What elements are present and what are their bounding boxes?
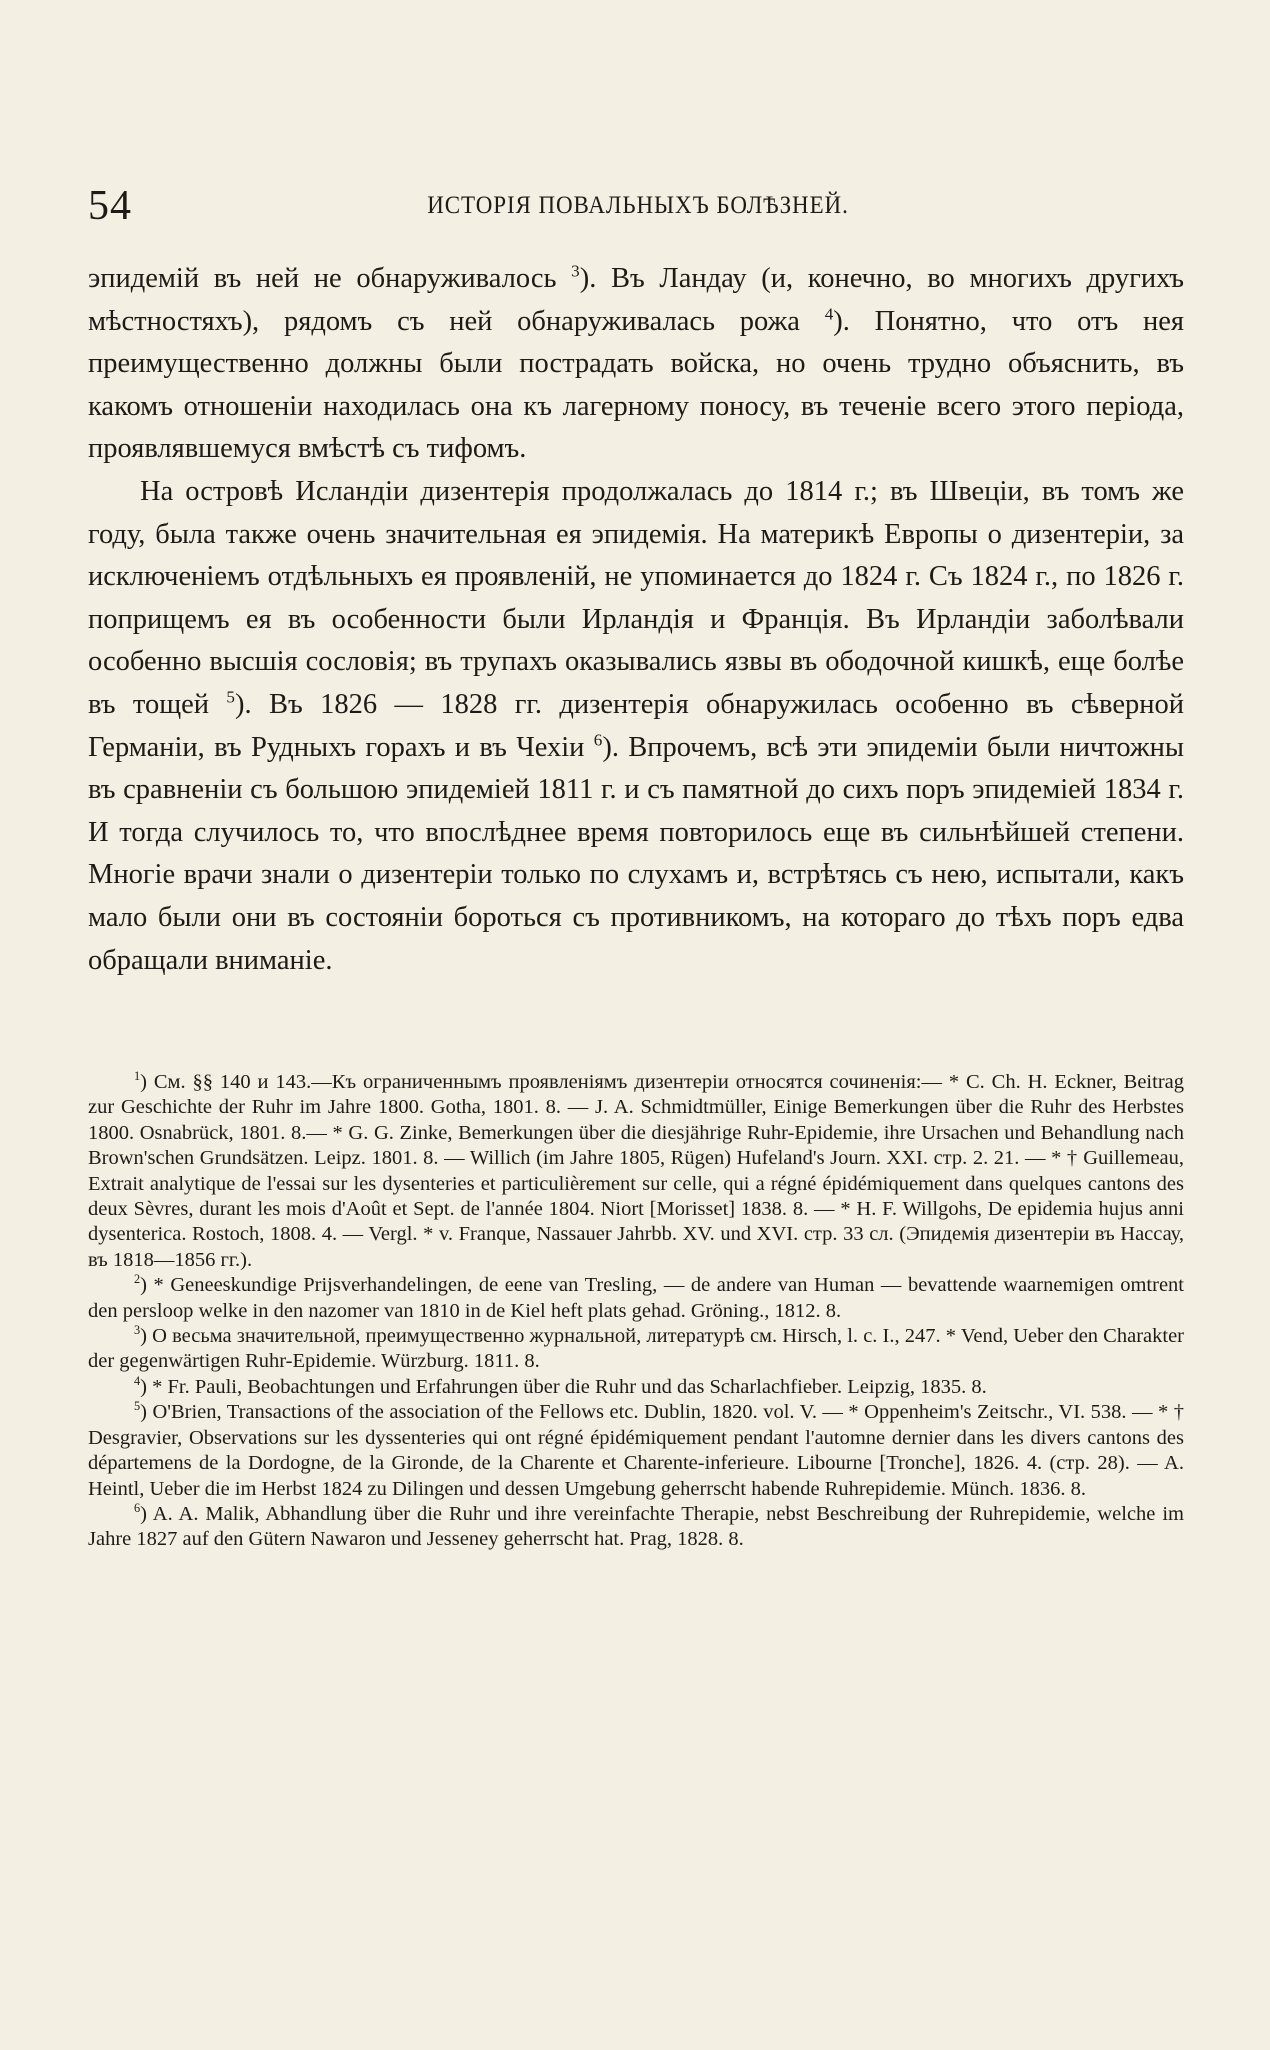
footnote <box>88 1070 1184 1273</box>
body-paragraph <box>88 258 1184 471</box>
page-header <box>88 178 1188 238</box>
footnote-text: * Geneeskundige Prijsverhandelingen, de eene van Tresling, — de andere van Human — bevattende waarnemigen omtrent den persloop welke in den nazomer van 1810 in de Kiel heft plats gehad. Gröning., 1812. 8. <box>88 1274 1184 1322</box>
body-text-run: ). Въ 1826 — 1828 гг. дизентерія обнаружилась особенно въ сѣверной Германіи, въ Рудныхъ горахъ и въ Чехіи <box>88 688 1184 763</box>
body-text-run: На островѣ Исландіи дизентерія продолжалась до 1814 г.; въ Швеціи, въ томъ же году, была также очень значительная ея эпидемія. На материкѣ Европы о дизентеріи, за исключеніемъ отдѣльныхъ ея проявленій, не упоминается до 1824 г. Съ 1824 г., по 1826 г. поприщемъ ея въ особенности были Ирландія и Франція. Въ Ирландіи заболѣвали особенно высшія сословія; въ трупахъ оказывались язвы въ ободочной кишкѣ, еще болѣе въ тощей <box>88 475 1184 720</box>
footnote-mark-paren: ) <box>140 1401 153 1424</box>
footnote-reference[interactable]: 5 <box>226 687 235 707</box>
footnote-text: A. A. Malik, Abhandlung über die Ruhr und ihre vereinfachte Therapie, nebst Beschreibung der Ruhrepidemie, welche im Jahre 1827 auf den Gütern Nawaron und Jesseney geherrscht hat. Prag, 1828. 8. <box>88 1502 1184 1551</box>
footnote-mark: 4 <box>134 1374 141 1389</box>
footnote-text: О весьма значительной, преимущественно журнальной, литературѣ см. Hirsch, l. c. I., 247. * Vend, Ueber den Charakter der gegenwärtigen Ruhr-Epidemie. Würzburg. 1811. 8. <box>88 1325 1185 1373</box>
footnote <box>88 1502 1184 1553</box>
footnote-text: См. §§ 140 и 143.—Къ ограниченнымъ проявленіямъ дизентеріи относятся сочиненія:— * C. Ch. H. Eckner, Beitrag zur Geschichte der Ruhr im Jahre 1800. Gotha, 1801. 8. — J. A. Schmidtmüller, Einige Bemerkungen über die Ruhr des Herbstes 1800. Osnabrück, 1801. 8.— * G. G. Zinke, Bemerkungen über die diesjährige Ruhr-Epidemie, ihre Ursachen und Behandlung nach Brown'schen Grundsätzen. Leipz. 1801. 8. — Willich (im Jahre 1805, Rügen) Hufeland's Journ. XXI. стр. 2. 21. — * † Guillemeau, Extrait analytique de l'essai sur les dysenteries et particulièrement sur celle, qui a régné épidémiquement dans quelques cantons des deux Sèvres, durant les mois d'Août et Sept. de l'année 1804. Niort [Morisset] 1838. 8. — * H. F. Willgohs, De epidemia hujus anni dysenterica. Rostoch, 1808. 4. — Vergl. * v. Franque, Nassauer Jahrbb. XV. und XVI. стр. 33 сл. (Эпидемія дизентеріи въ Нассау, въ 1818—1856 гг.). <box>88 1071 1185 1271</box>
footnote-mark: 1 <box>134 1069 141 1084</box>
footnote <box>88 1273 1184 1324</box>
footnote-mark: 5 <box>134 1399 141 1414</box>
main-text <box>88 258 1184 982</box>
footnote-mark-paren: ) <box>140 1071 154 1093</box>
body-text-run: эпидемій въ ней не обнаруживалось <box>88 263 572 294</box>
footnote-mark: 6 <box>134 1501 141 1516</box>
footnote-text: * Fr. Pauli, Beobachtungen und Erfahrungen über die Ruhr und das Scharlachfieber. Leipzig, 1835. 8. <box>152 1375 987 1398</box>
footnote-reference[interactable]: 4 <box>824 304 834 324</box>
footnote-text: O'Brien, Transactions of the association of the Fellows etc. Dublin, 1820. vol. V. — * Oppenheim's Zeitschr., VI. 538. — * † Desgravier, Observations sur les dyssenteries qui ont régné épidémiquement pendant l'automne dernier dans les divers cantons des départemens de la Dordogne, de la Gironde, de la Charente et Charente-inferieure. Libourne [Tronche], 1826. 4. (стр. 28). — A. Heintl, Ueber die im Herbst 1824 zu Dilingen und dessen Umgebung geherrscht habende Ruhrepidemie. Münch. 1836. 8. <box>88 1401 1184 1500</box>
body-text-run: ). Въ Ландау (и, конечно, во многихъ другихъ мѣстностяхъ), рядомъ съ ней обнаруживалась рожа <box>88 263 1184 337</box>
body-text-run: ). Впрочемъ, всѣ эти эпидеміи были ничтожны въ сравненіи съ большою эпидеміей 1811 г. и съ памятной до сихъ поръ эпидеміей 1834 г. И тогда случилось то, что впослѣднее время повторилось еще въ сильнѣйшей степени. Многіе врачи знали о дизентеріи только по слухамъ и, встрѣтясь съ нею, испытали, какъ мало были они въ состояніи бороться съ противникомъ, на котораго до тѣхъ поръ едва обращали вниманіе. <box>88 731 1185 976</box>
running-title: ИСТОРІЯ ПОВАЛЬНЫХЪ БОЛѢЗНЕЙ. <box>427 192 849 219</box>
footnote <box>88 1400 1184 1502</box>
page-number: 54 <box>88 183 132 229</box>
footnote-reference[interactable]: 6 <box>593 730 603 750</box>
body-text-run: ). Понятно, что отъ нея преимущественно должны были пострадать войска, но очень трудно объяснить, въ какомъ отношеніи находилась она къ лагерному поносу, въ теченіе всего этого періода, проявлявшемуся вмѣстѣ съ тифомъ. <box>88 305 1184 465</box>
footnote <box>88 1324 1184 1375</box>
footnote-mark: 3 <box>134 1323 141 1338</box>
body-paragraph <box>88 471 1184 982</box>
footnote-mark-paren: ) <box>140 1325 153 1348</box>
footnote-mark-paren: ) <box>140 1375 153 1398</box>
footnote-reference[interactable]: 3 <box>571 261 580 281</box>
footnote <box>88 1375 1184 1400</box>
footnote-mark-paren: ) <box>140 1502 153 1525</box>
footnote-mark-paren: ) <box>140 1274 154 1297</box>
footnotes <box>88 1070 1184 1553</box>
footnote-mark: 2 <box>134 1272 141 1287</box>
